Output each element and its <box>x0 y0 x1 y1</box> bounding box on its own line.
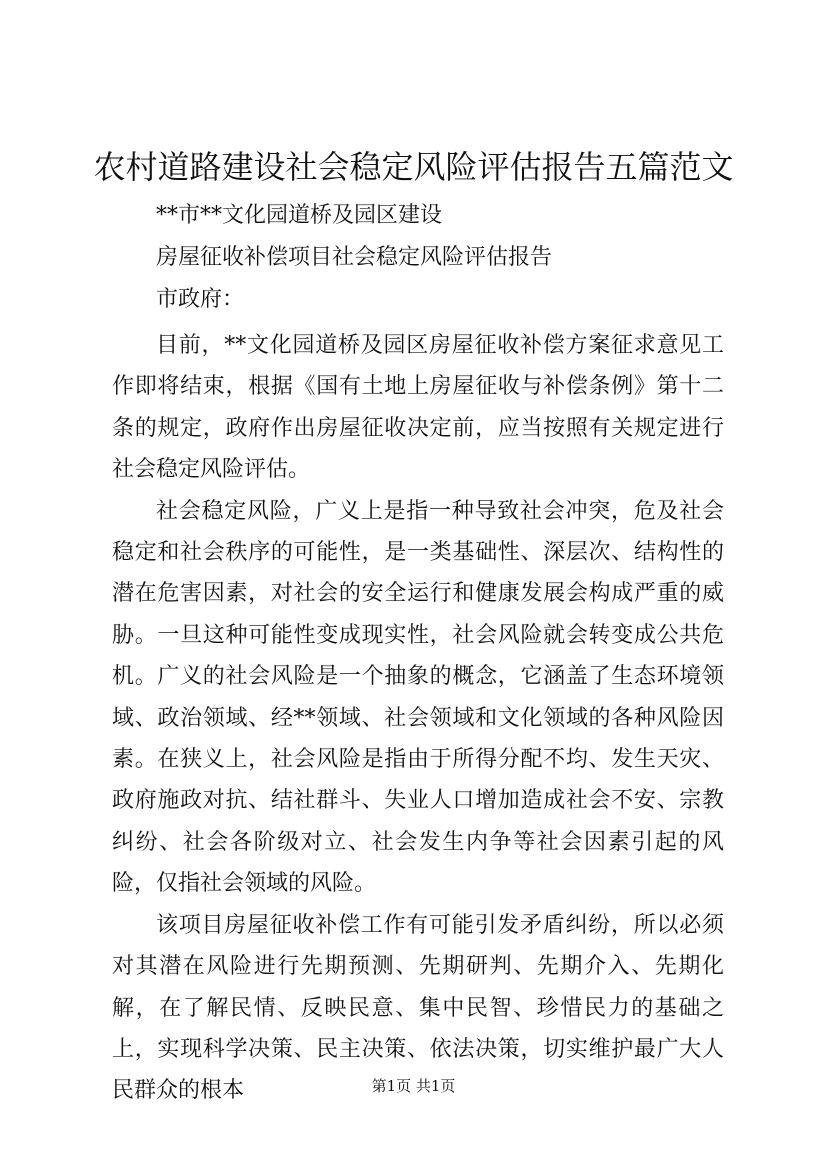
paragraph-3: 该项目房屋征收补偿工作有可能引发矛盾纠纷，所以必须对其潜在风险进行先期预测、先期研判、先期介入、先期化解，在了解民情、反映民意、集中民智、珍惜民力的基础之上，实现科学决策、民主决策、依法决策，切实维护最广大人民群众的根本 <box>112 912 724 1104</box>
page-footer: 第1页 共1页 <box>371 1077 456 1095</box>
addressee: 市政府： <box>156 287 245 312</box>
paragraph-2: 社会稳定风险，广义上是指一种导致社会冲突，危及社会稳定和社会秩序的可能性，是一类基础性、深层次、结构性的潜在危害因素，对社会的安全运行和健康发展会构成严重的威胁。一旦这种可能性变成现实性，社会风险就会转变成公共危机。广义的社会风险是一个抽象的概念，它涵盖了生态环境领域、政治领域、经**领域、社会领域和文化领域的各种风险因素。在狭义上，社会风险是指由于所得分配不均、发生天灾、政府施政对抗、结社群斗、失业人口增加造成社会不安、宗教纠纷、社会各阶级对立、社会发生内争等社会因素引起的风险，仅指社会领域的风险。 <box>112 498 724 897</box>
document-body <box>112 195 724 1112</box>
subtitle-line-2: 房屋征收补偿项目社会稳定风险评估报告 <box>156 245 553 270</box>
document-title: 农村道路建设社会稳定风险评估报告五篇范文 <box>93 148 734 186</box>
subtitle-line-1: **市**文化园道桥及园区建设 <box>156 203 443 228</box>
paragraph-1: 目前，**文化园道桥及园区房屋征收补偿方案征求意见工作即将结束，根据《国有土地上房屋征收与补偿条例》第十二条的规定，政府作出房屋征收决定前，应当按照有关规定进行社会稳定风险评估。 <box>112 333 724 483</box>
